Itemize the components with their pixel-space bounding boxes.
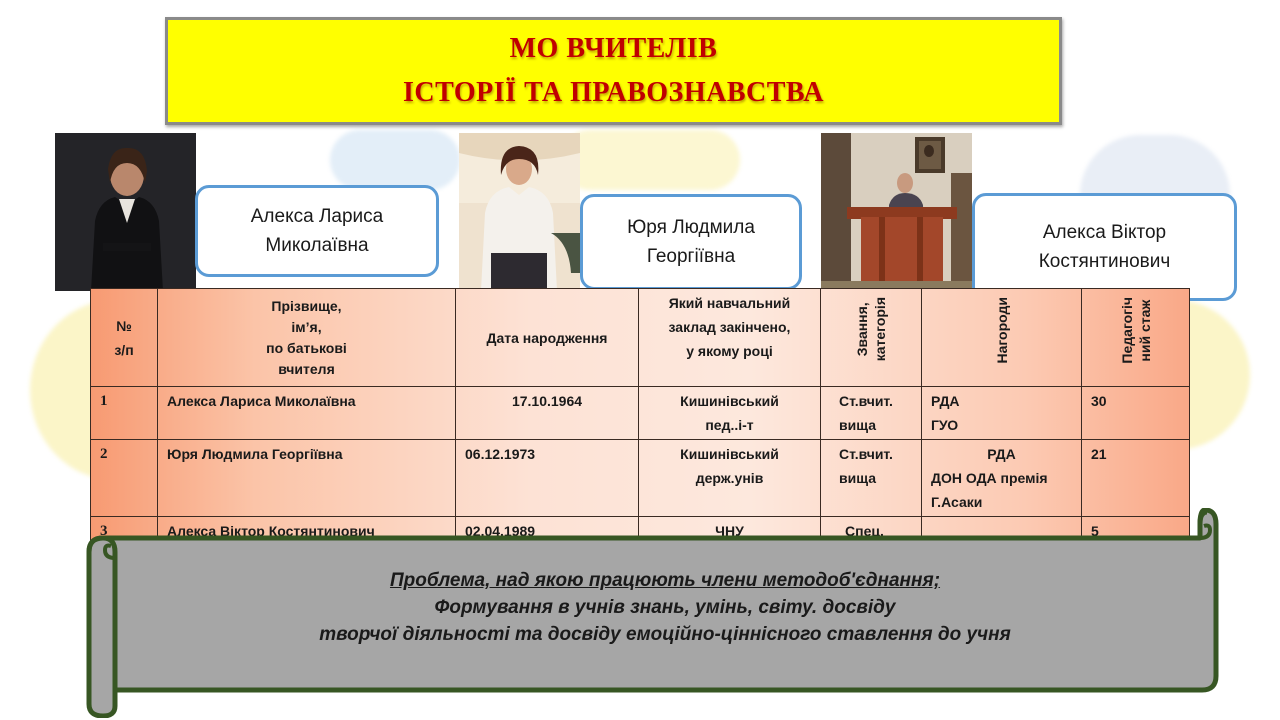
row-3-school: ЧНУ xyxy=(639,517,821,546)
row-1-school-line-2: пед..і-т xyxy=(705,417,754,433)
row-1-rank-line-2: вища xyxy=(839,417,876,433)
title-banner xyxy=(165,17,1062,125)
row-2-award-line-2: ДОН ОДА премія xyxy=(931,470,1048,486)
row-1-award-line-1: РДА xyxy=(931,393,960,409)
teacher-name-callout-3 xyxy=(972,193,1237,301)
header-number-line-1: № xyxy=(116,317,132,334)
row-2-rank xyxy=(821,440,922,517)
row-2-birth: 06.12.1973 xyxy=(456,440,639,517)
row-2-award-line-1: РДА xyxy=(987,446,1016,462)
header-number xyxy=(91,289,158,387)
header-name-line-4: вчителя xyxy=(278,360,335,377)
row-2-school xyxy=(639,440,821,517)
row-2-school-line-2: держ.унів xyxy=(695,470,764,486)
row-2-number: 2 xyxy=(91,440,158,517)
teacher-name-2-line-1: Юря Людмила xyxy=(627,217,755,238)
header-experience-text xyxy=(1118,297,1154,364)
header-rank-line-2: категорія xyxy=(872,297,888,362)
header-school-line-2: заклад закінчено, xyxy=(668,319,791,335)
row-2-award-line-3: Г.Асаки xyxy=(931,494,983,510)
header-exp-line-1: Педагогіч xyxy=(1118,297,1135,364)
row-3-name: Алекса Віктор Костянтинович xyxy=(158,517,456,546)
teacher-name-callout-1 xyxy=(195,185,439,277)
table-row xyxy=(91,440,1190,517)
row-1-rank-line-1: Ст.вчит. xyxy=(839,393,893,409)
problem-heading: Проблема, над якою працюють члени методоб'єднання; xyxy=(389,570,941,591)
teacher-photo-3 xyxy=(821,133,972,291)
row-2-experience: 21 xyxy=(1082,440,1190,517)
problem-line-2: Формування в учнів знань, умінь, світу. досвіду xyxy=(434,597,896,618)
row-1-award-line-2: ГУО xyxy=(931,417,959,433)
problem-line-3: творчої діяльності та досвіду емоційно-ціннісного ставлення до учня xyxy=(319,624,1011,645)
header-birth-date: Дата народження xyxy=(456,289,639,387)
header-name-line-2: ім’я, xyxy=(291,318,322,335)
title-line-2: ІСТОРІЇ ТА ПРАВОЗНАВСТВА xyxy=(402,77,825,108)
teacher-name-1-line-2: Миколаївна xyxy=(265,235,369,256)
row-1-rank xyxy=(821,387,922,440)
header-rank xyxy=(821,289,922,387)
teacher-name-callout-2 xyxy=(580,194,802,290)
teacher-name-1-line-1: Алекса Лариса xyxy=(250,206,384,227)
row-1-school-line-1: Кишинівський xyxy=(680,393,779,409)
teacher-photo-2 xyxy=(459,133,580,291)
header-school xyxy=(639,289,821,387)
teacher-name-3-line-1: Алекса Віктор xyxy=(1042,222,1167,243)
header-name-line-1: Прізвище, xyxy=(271,297,342,314)
row-2-name: Юря Людмила Георгіївна xyxy=(158,440,456,517)
row-3-rank: Спец. xyxy=(821,517,922,546)
header-name-line-3: по батькові xyxy=(266,339,347,356)
header-school-line-3: у якому році xyxy=(686,343,773,359)
header-rank-text xyxy=(853,297,889,361)
header-number-line-2: з/п xyxy=(114,341,134,358)
header-exp-line-2: ний стаж xyxy=(1136,299,1153,362)
row-1-school xyxy=(639,387,821,440)
header-awards xyxy=(922,289,1082,387)
teacher-name-3-line-2: Костянтинович xyxy=(1038,251,1171,272)
title-line-1: МО ВЧИТЕЛІВ xyxy=(509,33,718,64)
row-1-experience: 30 xyxy=(1082,387,1190,440)
problem-text xyxy=(120,567,1210,648)
row-3-birth: 02.04.1989 xyxy=(456,517,639,546)
teacher-photo-1 xyxy=(55,133,196,291)
row-2-awards xyxy=(922,440,1082,517)
row-3-number: 3 xyxy=(91,517,158,546)
row-1-number: 1 xyxy=(91,387,158,440)
header-full-name xyxy=(158,289,456,387)
row-2-school-line-1: Кишинівський xyxy=(680,446,779,462)
row-2-rank-line-2: вища xyxy=(839,470,876,486)
background-decoration xyxy=(560,130,740,190)
table-header-row xyxy=(91,289,1190,387)
row-3-experience: 5 xyxy=(1082,517,1190,546)
header-experience xyxy=(1082,289,1190,387)
row-1-birth: 17.10.1964 xyxy=(456,387,639,440)
header-school-line-1: Який навчальний xyxy=(668,295,791,311)
header-rank-line-1: Звання, xyxy=(854,302,870,357)
background-decoration xyxy=(330,130,460,190)
row-1-name: Алекса Лариса Миколаївна xyxy=(158,387,456,440)
row-1-awards xyxy=(922,387,1082,440)
row-2-rank-line-1: Ст.вчит. xyxy=(839,446,893,462)
header-awards-text: Нагороди xyxy=(993,297,1010,364)
table-row xyxy=(91,387,1190,440)
teacher-name-2-line-2: Георгіївна xyxy=(646,246,736,267)
